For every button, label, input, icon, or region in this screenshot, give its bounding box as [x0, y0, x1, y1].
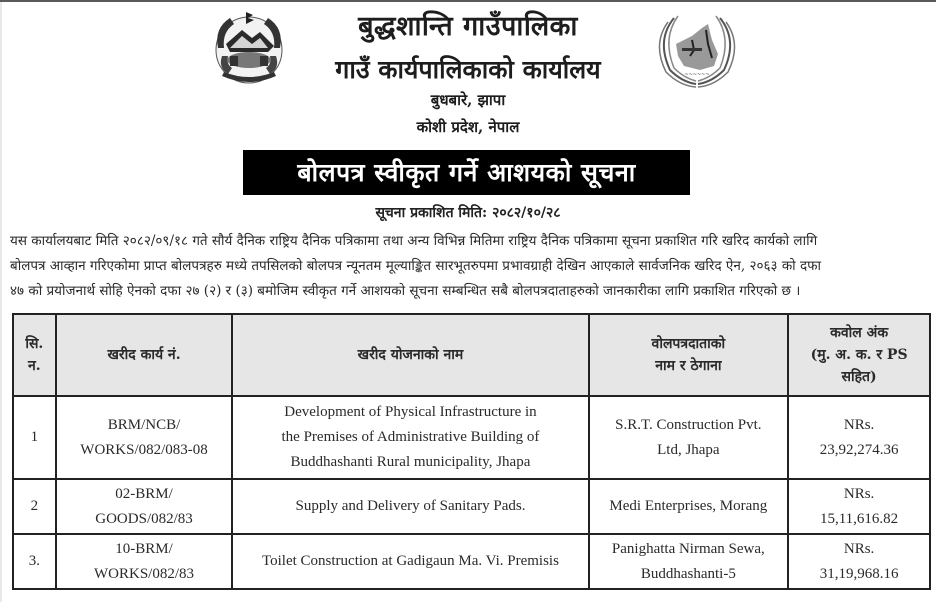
cell-bid-amount: NRs. 23,92,274.36: [788, 396, 930, 479]
published-date: सूचना प्रकाशित मिति: २०८२/१०/२८: [375, 205, 561, 221]
svg-text:~~~~~~: ~~~~~~: [684, 72, 710, 78]
notice-body-line: यस कार्यालयबाट मिति २०८२/०९/१८ गते सौर्य दैनिक राष्ट्रिय दैनिक पत्रिकामा तथा अन्य विभिन्न मितिमा राष्ट्रिय दैनिक पत्रिकामा सूचना प्रकाशित गरि खरिद कार्यको लागि: [10, 233, 818, 249]
bid-acceptance-table: [12, 313, 931, 590]
top-border: [0, 0, 936, 2]
location-line-2: कोशी प्रदेश, नेपाल: [416, 118, 520, 136]
cell-project-name: Supply and Delivery of Sanitary Pads.: [232, 479, 588, 534]
header-procurement-no: खरीद कार्य नं.: [56, 314, 233, 396]
cell-bid-amount: NRs. 31,19,968.16: [788, 534, 930, 589]
header-bid-amount: कवोल अंक (मु. अ. क. र PS सहित): [788, 314, 930, 396]
cell-bidder: Panighatta Nirman Sewa, Buddhashanti-5: [589, 534, 789, 589]
notice-body-line: बोलपत्र आव्हान गरिएकोमा प्राप्त बोलपत्रहरु मध्ये तपसिलको बोलपत्र न्यूनतम मूल्याङ्कित सारभूतरुपमा प्रभावग्राही देखिन आएकाले सार्वजनिक खरिद ऐन, २०६३ को दफा: [10, 258, 822, 274]
cell-sn: 3.: [13, 534, 56, 589]
header-project-name: खरीद योजनाको नाम: [232, 314, 588, 396]
cell-project-name: Development of Physical Infrastructure in the Premises of Administrative Building of Buddhashanti Rural municipality, Jhapa: [232, 396, 588, 479]
table-row: [13, 479, 930, 534]
cell-procurement-no: 02-BRM/ GOODS/082/83: [56, 479, 233, 534]
notice-title: बोलपत्र स्वीकृत गर्ने आशयको सूचना: [243, 150, 690, 195]
cell-sn: 2: [13, 479, 56, 534]
notice-body: [10, 229, 932, 304]
notice-body-line: ४७ को प्रयोजनार्थ सोहि ऐनको दफा २७ (२) र (३) बमोजिम स्वीकृत गर्ने आशयको सूचना सम्बन्धित सबै बोलपत्रदाताहरुको जानकारीका लागि प्रकाशित गरिएको छ ।: [10, 283, 801, 299]
cell-bidder: Medi Enterprises, Morang: [589, 479, 789, 534]
header-bidder: वोलपत्रदाताको नाम र ठेगाना: [589, 314, 789, 396]
header-sn: सि. न.: [13, 314, 56, 396]
table-row: [13, 534, 930, 589]
table-header-row: [13, 314, 930, 396]
cell-procurement-no: 10-BRM/ WORKS/082/83: [56, 534, 233, 589]
office-name: गाउँ कार्यपालिकाको कार्यालय: [335, 55, 601, 84]
table-row: [13, 396, 930, 479]
cell-procurement-no: BRM/NCB/ WORKS/082/083-08: [56, 396, 233, 479]
location-line-1: बुधबारे, झापा: [430, 91, 506, 109]
municipality-name: बुद्धशान्ति गाउँपालिका: [358, 11, 578, 42]
cell-project-name: Toilet Construction at Gadigaun Ma. Vi. Premisis: [232, 534, 588, 589]
cell-bid-amount: NRs. 15,11,616.82: [788, 479, 930, 534]
cell-sn: 1: [13, 396, 56, 479]
cell-bidder: S.R.T. Construction Pvt. Ltd, Jhapa: [589, 396, 789, 479]
